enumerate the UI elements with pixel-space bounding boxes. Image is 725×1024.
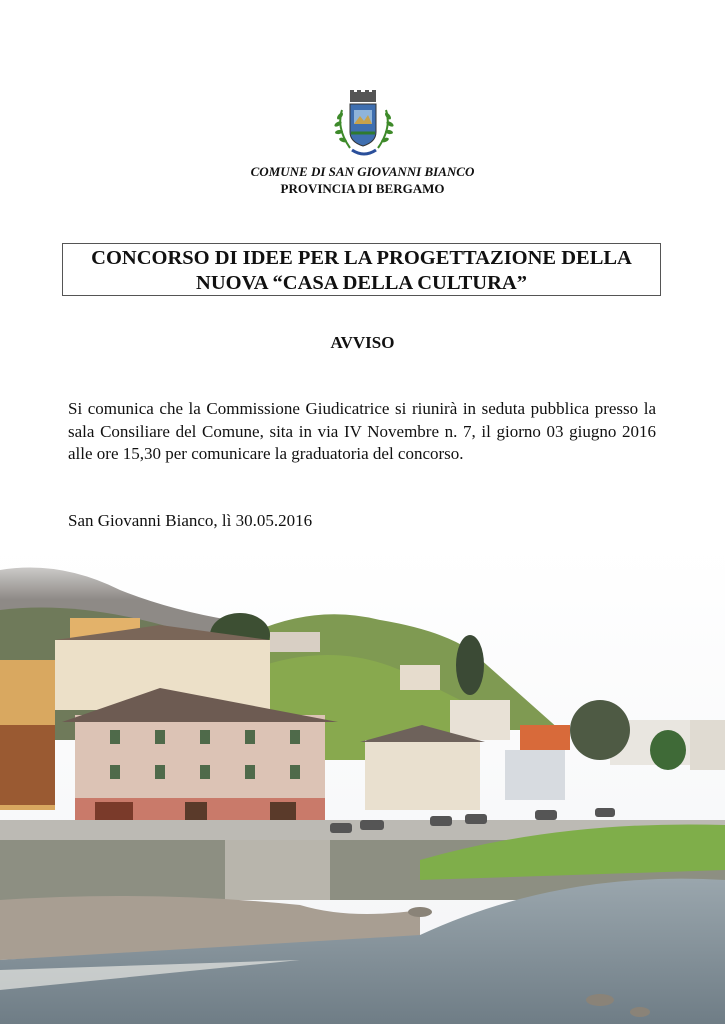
competition-title (62, 243, 661, 296)
municipal-crest-icon (328, 88, 400, 162)
town-river-photo (0, 540, 725, 1024)
notice-body: Si comunica che la Commissione Giudicatrice si riunirà in seduta pubblica presso la sala Consiliare del Comune, sita in via IV Novembre n. 7, il giorno 03 giugno 2016 alle ore 15,30 per comunicare la graduatoria del concorso. (68, 399, 656, 463)
municipality-name: COMUNE DI SAN GIOVANNI BIANCO (250, 164, 475, 179)
province-name: PROVINCIA DI BERGAMO (280, 181, 445, 196)
title-line-2: NUOVA “CASA DELLA CULTURA” (196, 272, 527, 294)
title-line-1: CONCORSO DI IDEE PER LA PROGETTAZIONE DELLA (91, 247, 632, 269)
place-date: San Giovanni Bianco, lì 30.05.2016 (68, 511, 313, 530)
notice-heading: AVVISO (330, 333, 395, 352)
